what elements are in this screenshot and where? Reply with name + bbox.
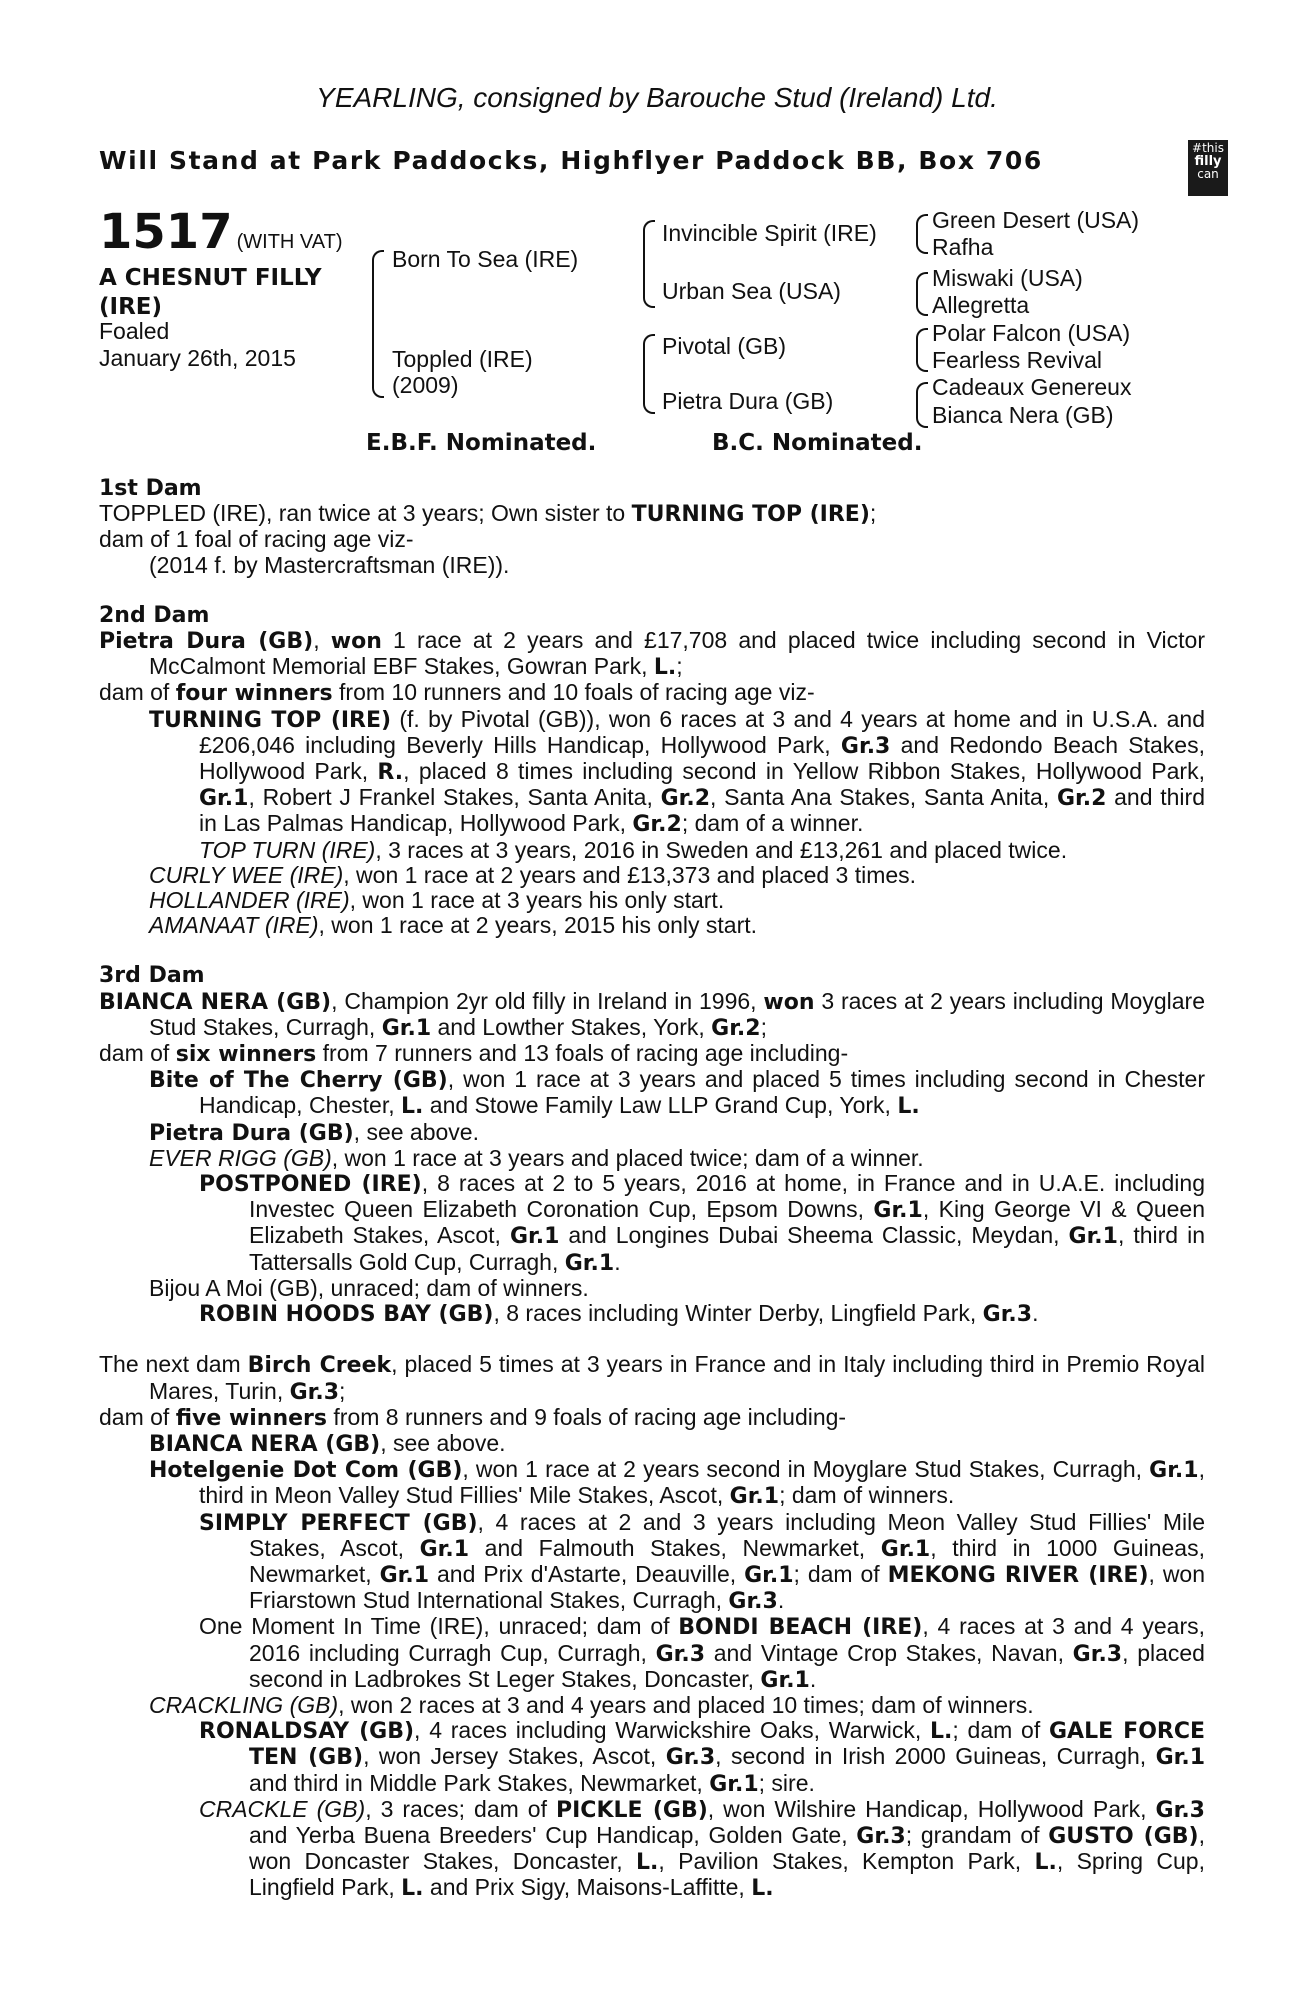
dam-year: (2009) — [392, 372, 459, 398]
produce-entry: POSTPONED (IRE), 8 races at 2 to 5 years, 2016 at home, in France and in U.A.E. including Investec Queen Elizabeth Coronation Cup, Epsom Downs, Gr.1, King George VI & Queen Elizabeth Stakes, Ascot, Gr.1 and Longines Dubai Sheema Classic, Meydan, Gr.1, third in Tattersalls Gold Cup, Curragh, Gr.1. — [199, 1170, 1206, 1276]
third-dam-produce: dam of six winners from 7 runners and 13 foals of racing age including- — [99, 1040, 849, 1068]
produce-entry: SIMPLY PERFECT (GB), 4 races at 2 and 3 years including Meon Valley Stud Fillies' Mile Stakes, Ascot, Gr.1 and Falmouth Stakes, Newmarket, Gr.1, third in 1000 Guineas, Newmarket, Gr.1 and Prix d'Astarte, Deauville, Gr.1; dam of MEKONG RIVER (IRE), won Friarstown Stud International Stakes, Curragh, Gr.3. — [199, 1508, 1206, 1615]
produce-entry: CRACKLE (GB), 3 races; dam of PICKLE (GB), won Wilshire Handicap, Hollywood Park, Gr.3 and Yerba Buena Breeders' Cup Handicap, Golden Gate, Gr.3; grandam of GUSTO (GB), won Doncaster Stakes, Doncaster, L., Pavilion Stakes, Kempton Park, L., Spring Cup, Lingfield Park, L. and Prix Sigy, Maisons-Laffitte, L. — [199, 1795, 1205, 1902]
second-dam-produce: dam of four winners from 10 runners and 10 foals of racing age viz- — [99, 679, 815, 707]
dam-granddam-dam: Bianca Nera (GB) — [932, 402, 1114, 428]
foaled-label: Foaled — [99, 318, 170, 344]
badge-line: can — [1197, 167, 1219, 181]
foaled-date: January 26th, 2015 — [99, 345, 296, 371]
granddam-sire: Miswaki (USA) — [932, 265, 1083, 291]
third-dam-entry: BIANCA NERA (GB), Champion 2yr old filly in Ireland in 1996, won 3 races at 2 years including Moyglare Stud Stakes, Curragh, Gr.1 and Lowther Stakes, York, Gr.2; — [99, 987, 1205, 1041]
dam-grandsire-sire: Polar Falcon (USA) — [932, 320, 1131, 346]
dam-granddam-sire: Cadeaux Genereux — [932, 374, 1132, 400]
produce-entry: Hotelgenie Dot Com (GB), won 1 race at 2 years second in Moyglare Stud Stakes, Curragh, Gr.1, third in Meon Valley Stud Fillies' Mile Stakes, Ascot, Gr.1; dam of winners. — [149, 1456, 1205, 1510]
lot-heading — [99, 204, 343, 260]
catalogue-header: YEARLING, consigned by Barouche Stud (Ireland) Ltd. — [316, 82, 998, 113]
second-dam-entry: Pietra Dura (GB), won 1 race at 2 years and £17,708 and placed twice including second in Victor McCalmont Memorial EBF Stakes, Gowran Park, L.; — [99, 627, 1206, 681]
produce-entry: Bijou A Moi (GB), unraced; dam of winners. — [149, 1274, 589, 1301]
first-dam-produce: dam of 1 foal of racing age viz- — [99, 526, 414, 553]
produce-entry: TOP TURN (IRE), 3 races at 3 years, 2016 in Sweden and £13,261 and placed twice. — [199, 836, 1068, 863]
pedigree-brace — [372, 250, 384, 398]
lot-description — [99, 264, 322, 322]
pedigree-brace — [916, 214, 928, 254]
bc-nomination: B.C. Nominated. — [712, 430, 923, 456]
pedigree-brace — [916, 328, 928, 372]
produce-entry: BIANCA NERA (GB), see above. — [149, 1429, 506, 1457]
badge-line: filly — [1194, 154, 1222, 169]
produce-entry: TURNING TOP (IRE) (f. by Pivotal (GB)), won 6 races at 3 and 4 years at home and in U.S.A. and £206,046 including Beverly Hills Handicap, Hollywood Park, Gr.3 and Redondo Beach Stakes, Hollywood Park, R., placed 8 times including second in Yellow Ribbon Stakes, Hollywood Park, Gr.1, Robert J Frankel Stakes, Santa Anita, Gr.2, Santa Ana Stakes, Santa Anita, Gr.2 and third in Las Palmas Handicap, Hollywood Park, Gr.2; dam of a winner. — [149, 705, 1206, 838]
produce-entry: AMANAAT (IRE), won 1 race at 2 years, 2015 his only start. — [149, 912, 758, 939]
sire-sire: Invincible Spirit (IRE) — [662, 220, 877, 246]
third-dam-heading: 3rd Dam — [99, 963, 205, 989]
hashtag-badge — [1188, 140, 1228, 196]
second-dam-heading: 2nd Dam — [99, 602, 210, 628]
produce-entry: Bite of The Cherry (GB), won 1 race at 3 years and placed 5 times including second in Chester Handicap, Chester, L. and Stowe Family Law LLP Grand Cup, York, L. — [149, 1066, 1205, 1120]
dam-grandsire-dam: Fearless Revival — [932, 347, 1102, 373]
next-dam-produce: dam of five winners from 8 runners and 9 foals of racing age including- — [99, 1403, 847, 1431]
first-dam-foal: (2014 f. by Mastercraftsman (IRE)). — [149, 551, 510, 578]
lot-number: 1517 — [99, 204, 233, 260]
dam-name: Toppled (IRE) — [392, 346, 533, 372]
grandsire-dam: Rafha — [932, 234, 994, 260]
produce-entry: EVER RIGG (GB), won 1 race at 3 years and placed twice; dam of a winner. — [149, 1144, 924, 1171]
dam-sire: Pivotal (GB) — [662, 333, 786, 359]
first-dam-entry: TOPPLED (IRE), ran twice at 3 years; Own sister to TURNING TOP (IRE); — [99, 500, 877, 528]
produce-entry: HOLLANDER (IRE), won 1 race at 3 years his only start. — [149, 887, 725, 914]
pedigree-brace — [916, 272, 928, 316]
dam-dam: Pietra Dura (GB) — [662, 388, 834, 414]
granddam-dam: Allegretta — [932, 292, 1030, 318]
badge-line: #this — [1192, 141, 1224, 155]
filly-line: A CHESNUT FILLY — [99, 265, 322, 291]
produce-entry: Pietra Dura (GB), see above. — [149, 1118, 479, 1146]
ebf-nomination: E.B.F. Nominated. — [366, 430, 597, 456]
produce-entry: CURLY WEE (IRE), won 1 race at 2 years and £13,373 and placed 3 times. — [149, 861, 917, 888]
pedigree-brace — [643, 220, 655, 308]
pedigree-brace — [916, 382, 928, 428]
produce-entry: RONALDSAY (GB), 4 races including Warwickshire Oaks, Warwick, L.; dam of GALE FORCE TEN (GB), won Jersey Stakes, Ascot, Gr.3, second in Irish 2000 Guineas, Curragh, Gr.1 and third in Middle Park Stakes, Newmarket, Gr.1; sire. — [199, 1717, 1206, 1797]
grandsire-sire: Green Desert (USA) — [932, 207, 1140, 233]
produce-entry: ROBIN HOODS BAY (GB), 8 races including Winter Derby, Lingfield Park, Gr.3. — [199, 1300, 1039, 1328]
produce-entry: One Moment In Time (IRE), unraced; dam of BONDI BEACH (IRE), 4 races at 3 and 4 years, 2016 including Curragh Cup, Curragh, Gr.3 and Vintage Crop Stakes, Navan, Gr.3, placed second in Ladbrokes St Leger Stakes, Doncaster, Gr.1. — [199, 1613, 1205, 1693]
pedigree-brace — [643, 334, 655, 414]
vat-note: (WITH VAT) — [236, 231, 343, 253]
filly-line: (IRE) — [99, 294, 163, 320]
sire-dam: Urban Sea (USA) — [662, 278, 841, 304]
foaled-info — [99, 318, 296, 372]
first-dam-heading: 1st Dam — [99, 476, 202, 501]
produce-entry: CRACKLING (GB), won 2 races at 3 and 4 years and placed 10 times; dam of winners. — [149, 1691, 1034, 1718]
sire-name: Born To Sea (IRE) — [392, 246, 579, 272]
catalogue-body — [99, 476, 1205, 1902]
next-dam-entry: The next dam Birch Creek, placed 5 times at 3 years in France and in Italy including third in Premio Royal Mares, Turin, Gr.3; — [99, 1351, 1205, 1405]
stand-location: Will Stand at Park Paddocks, Highflyer Paddock BB, Box 706 — [99, 146, 1043, 175]
